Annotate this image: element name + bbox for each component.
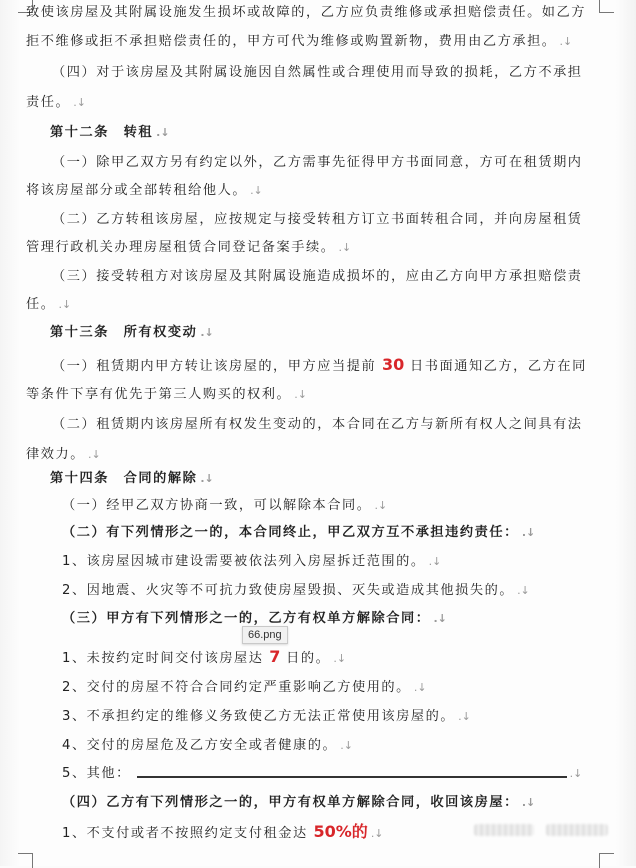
list-item: 3、不承担约定的维修义务致使乙方无法正常使用该房屋的。 .↓ [62,709,471,724]
paragraph-line: （三）接受转租方对该房屋及其附属设施造成损坏的，应由乙方向甲方承担赔偿责 [52,269,583,284]
paragraph-line: （四）对于该房屋及其附属设施因自然属性或合理使用而导致的损耗，乙方不承担 [52,65,583,80]
paragraph-line: （一）经甲乙双方协商一致，可以解除本合同。 .↓ [62,498,388,513]
article-13-heading: 第十三条 所有权变动 .↓ [50,325,214,340]
paragraph-line: 将该房屋部分或全部转租给他人。 .↓ [26,183,263,198]
blank-fill-line [137,768,567,778]
paragraph-line: 任。 .↓ [26,297,72,312]
paragraph-line: 拒不维修或拒不承担赔偿责任的，甲方可代为维修或购置新物，费用由乙方承担。 .↓ [26,34,573,49]
clause-heading: （四）乙方有下列情形之一的，甲方有权单方解除合同，收回该房屋： .↓ [62,795,536,810]
article-14-heading: 第十四条 合同的解除 .↓ [50,471,214,486]
notice-days-value: 30 [381,355,405,374]
paragraph-line: （二）租赁期内该房屋所有权发生变动的，本合同在乙方与新所有权人之间具有法 [52,417,583,432]
list-item: 2、因地震、火灾等不可抗力致使房屋毁损、灭失或造成其他损失的。 .↓ [62,583,530,598]
article-12-heading: 第十二条 转租 .↓ [50,125,170,140]
paragraph-line: （一）租赁期内甲方转让该房屋的，甲方应当提前 30 日书面通知乙方，乙方在同 [52,355,587,374]
list-item: 2、交付的房屋不符合合同约定严重影响乙方使用的。 .↓ [62,680,427,695]
list-item: 1、未按约定时间交付该房屋达 7 日的。 .↓ [62,647,347,666]
list-item: 1、该房屋因城市建设需要被依法列入房屋拆迁范围的。 .↓ [62,554,442,569]
clause-heading: （二）有下列情形之一的，本合同终止，甲乙双方互不承担违约责任： .↓ [62,525,536,540]
delivery-days-value: 7 [269,647,281,666]
rent-percent-value: 50%的 [313,822,368,841]
clause-heading: （三）甲方有下列情形之一的，乙方有权单方解除合同： .↓ [62,611,447,626]
paragraph-line: 等条件下享有优先于第三人购买的权利。 .↓ [26,387,307,402]
list-item: 5、其他： .↓ [62,766,583,781]
filename-tooltip: 66.png [242,626,288,644]
paragraph-line: 责任。 .↓ [26,95,86,110]
paragraph-line: 管理行政机关办理房屋租赁合同登记备案手续。 .↓ [26,240,352,255]
list-item: 1、不支付或者不按照约定支付租金达 50%的 .↓ [62,822,384,841]
list-item: 4、交付的房屋危及乙方安全或者健康的。 .↓ [62,738,353,753]
watermark-blur [474,824,534,836]
crop-mark-top-right [599,0,614,13]
paragraph-line: （二）乙方转租该房屋，应按规定与接受转租方订立书面转租合同，并向房屋租赁 [52,212,583,227]
watermark-blur [546,824,608,836]
paragraph-line: 致使该房屋及其附属设施发生损坏或故障的，乙方应负责维修或承担赔偿责任。如乙方 [26,5,587,20]
paragraph-line: 律效力。 .↓ [26,447,101,462]
paragraph-line: （一）除甲乙双方另有约定以外，乙方需事先征得甲方书面同意，方可在租赁期内 [52,155,583,170]
